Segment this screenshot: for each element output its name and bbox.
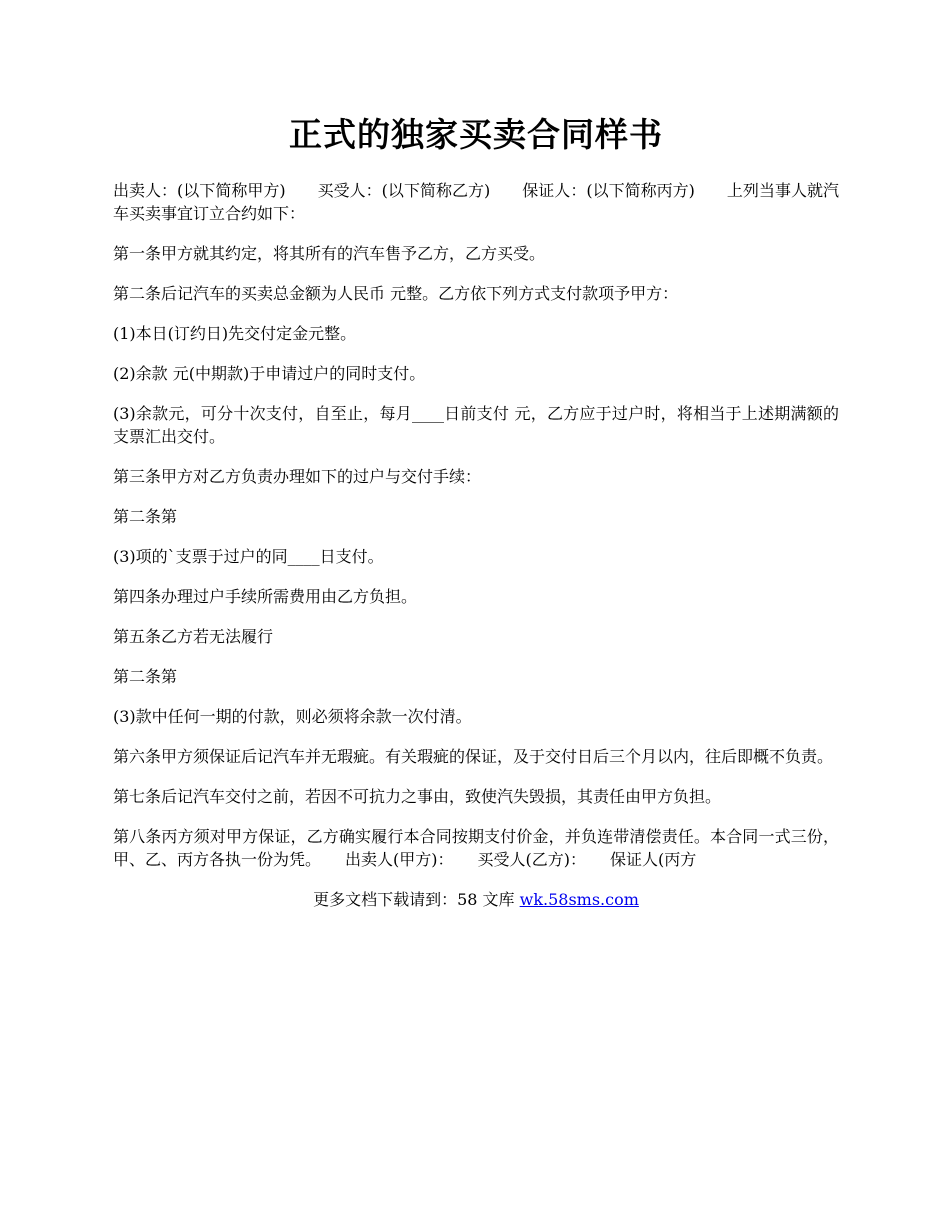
document-body [113,179,839,871]
paragraph-item-3-cheque: (3)项的`支票于过户的同____日支付。 [113,547,384,566]
paragraph-article-2-ref-2: 第二条第 [113,667,178,686]
paragraph-article-2: 第二条后记汽车的买卖总金额为人民币 元整。乙方依下列方式支付款项予甲方： [113,284,679,303]
document-title: 正式的独家买卖合同样书 [289,115,663,154]
paragraph-article-7: 第七条后记汽车交付之前，若因不可抗力之事由，致使汽失毁损，其责任由甲方负担。 [113,787,722,806]
paragraph-article-8: 第八条丙方须对甲方保证，乙方确实履行本合同按期支付价金，并负连带清偿责任。本合同一式三份，甲、乙、丙方各执一份为凭。 出卖人(甲方)： 买受人(乙方)： 保证人(丙方 [113,827,839,869]
paragraph-item-3: (3)余款元，可分十次支付，自至止，每月____日前支付 元，乙方应于过户时，将相当于上述期满额的支票汇出交付。 [113,404,839,446]
paragraph-item-3-payment: (3)款中任何一期的付款，则必须将余款一次付清。 [113,707,472,726]
document-page [113,0,839,911]
paragraph-article-6: 第六条甲方须保证后记汽车并无瑕疵。有关瑕疵的保证，及于交付日后三个月以内，往后即概不负责。 [113,747,834,766]
paragraph-article-4: 第四条办理过户手续所需费用由乙方负担。 [113,587,418,606]
paragraph-parties: 出卖人：(以下简称甲方) 买受人：(以下简称乙方) 保证人：(以下简称丙方) 上列当事人就汽车买卖事宜订立合约如下： [113,181,839,223]
download-footer [113,888,839,911]
footer-link[interactable]: wk.58sms.com [519,890,639,909]
paragraph-article-2-ref: 第二条第 [113,507,178,526]
paragraph-article-1: 第一条甲方就其约定，将其所有的汽车售予乙方，乙方买受。 [113,244,546,263]
paragraph-article-5: 第五条乙方若无法履行 [113,627,274,646]
paragraph-item-1: (1)本日(订约日)先交付定金元整。 [113,324,357,343]
footer-text: 更多文档下载请到：58 文库 [313,890,520,909]
paragraph-item-2: (2)余款 元(中期款)于申请过户的同时支付。 [113,364,426,383]
paragraph-article-3: 第三条甲方对乙方负责办理如下的过户与交付手续： [113,467,482,486]
